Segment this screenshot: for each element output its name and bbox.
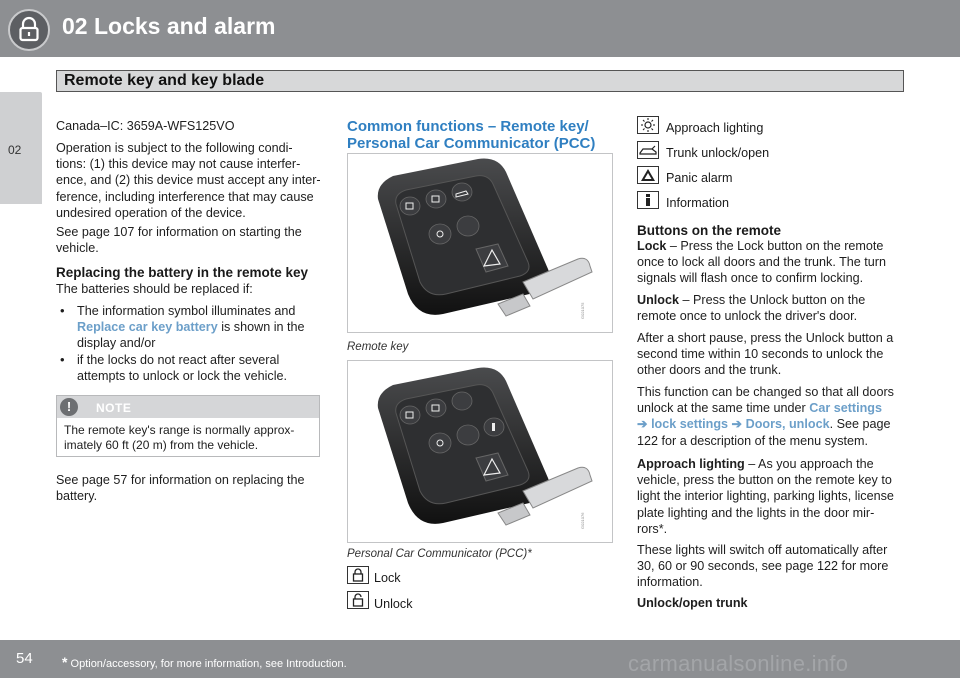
battery-heading: Replacing the battery in the remote key (56, 265, 309, 280)
bullet-symbol-1: • (60, 303, 65, 318)
unlock-label: Unlock (374, 597, 413, 611)
menu-doors-unlock: Doors, unlock (745, 417, 830, 432)
pcc-caption: Personal Car Communicator (PCC)* (347, 548, 532, 560)
information-icon (637, 191, 659, 209)
figure-code: G021075 (580, 302, 585, 319)
note-text: The remote key's range is normally approx- imately 60 ft (20 m) from the vehicle. (64, 423, 295, 452)
trunk-heading: Unlock/open trunk (637, 596, 748, 610)
page-number: 54 (16, 650, 33, 667)
lock-icon (347, 566, 369, 584)
menu-lock-settings: lock settings (651, 417, 729, 432)
replacing-battery-paragraph: See page 57 for information on replacing the battery. (56, 473, 305, 504)
approach-light-icon (637, 116, 659, 134)
after-pause-paragraph: After a short pause, press the Unlock button a second time within 10 seconds to unlock the other doors and the trunk. (637, 331, 894, 378)
lock-label: Lock (374, 571, 401, 585)
bullet-item-1: The information symbol illuminates and Replace car key battery is shown in the display and/or (77, 304, 305, 351)
pcc-figure (347, 360, 613, 543)
section-title: Remote key and key blade (64, 72, 265, 89)
remote-key-figure (347, 153, 613, 333)
starting-paragraph: See page 107 for information on starting the vehicle. (56, 225, 302, 256)
approach-paragraph: Approach lighting – As you approach the vehicle, press the button on the remote key to light the interior lighting, parking lights, license plate lighting and the lights in the door mir- rors*. (637, 457, 894, 536)
switch-off-paragraph: These lights will switch off automatically after 30, 60 or 90 seconds, see page 122 for more information. (637, 543, 889, 590)
footnote: * Option/accessory, for more information, see Introduction. (62, 654, 347, 670)
replace-battery-message: Replace car key battery (77, 320, 218, 335)
lock-paragraph: Lock – Press the Lock button on the remote once to lock all doors and the trunk. The turn signals will flash once to confirm locking. (637, 239, 886, 286)
lock-icon (8, 9, 50, 51)
remote-key-illustration (348, 154, 612, 332)
note-title: NOTE (96, 401, 132, 415)
common-functions-heading: Common functions – Remote key/ Personal Car Communicator (PCC) (347, 118, 596, 152)
information-label: Information (666, 196, 729, 210)
warning-icon: ! (60, 398, 78, 416)
remote-key-caption: Remote key (347, 341, 409, 353)
panic-alarm-icon (637, 166, 659, 184)
trunk-icon (637, 141, 659, 159)
approach-lighting-label: Approach lighting (666, 121, 764, 135)
menu-car-settings: Car settings (809, 401, 883, 416)
operation-paragraph: Operation is subject to the following condi- tions: (1) this device may not cause interfer- ence, and (2) this device must accept any inter- ference, including interference that may cause undesired operation of the device. (56, 141, 321, 220)
side-tab-number: 02 (8, 143, 22, 157)
panic-alarm-label: Panic alarm (666, 171, 733, 185)
bullet-item-2: if the locks do not react after several attempts to unlock or lock the vehicle. (77, 353, 287, 384)
menu-change-paragraph: This function can be changed so that all doors unlock at the same time under Car settings ➔ lock settings ➔ Doors, unlock. See page 122 for a description of the menu system. (637, 385, 894, 448)
battery-intro: The batteries should be replaced if: (56, 282, 253, 296)
buttons-heading: Buttons on the remote (637, 223, 781, 238)
chapter-title: 02 Locks and alarm (62, 13, 276, 39)
watermark: carmanualsonline.info (628, 651, 849, 676)
pcc-illustration (348, 361, 612, 542)
figure-code: G021076 (580, 512, 585, 529)
bullet-symbol-2: • (60, 352, 65, 367)
unlock-paragraph: Unlock – Press the Unlock button on the remote once to unlock the driver's door. (637, 293, 866, 324)
trunk-label: Trunk unlock/open (666, 146, 770, 160)
unlock-icon (347, 591, 369, 609)
canada-ic-line: Canada–IC: 3659A-WFS125VO (56, 119, 235, 133)
